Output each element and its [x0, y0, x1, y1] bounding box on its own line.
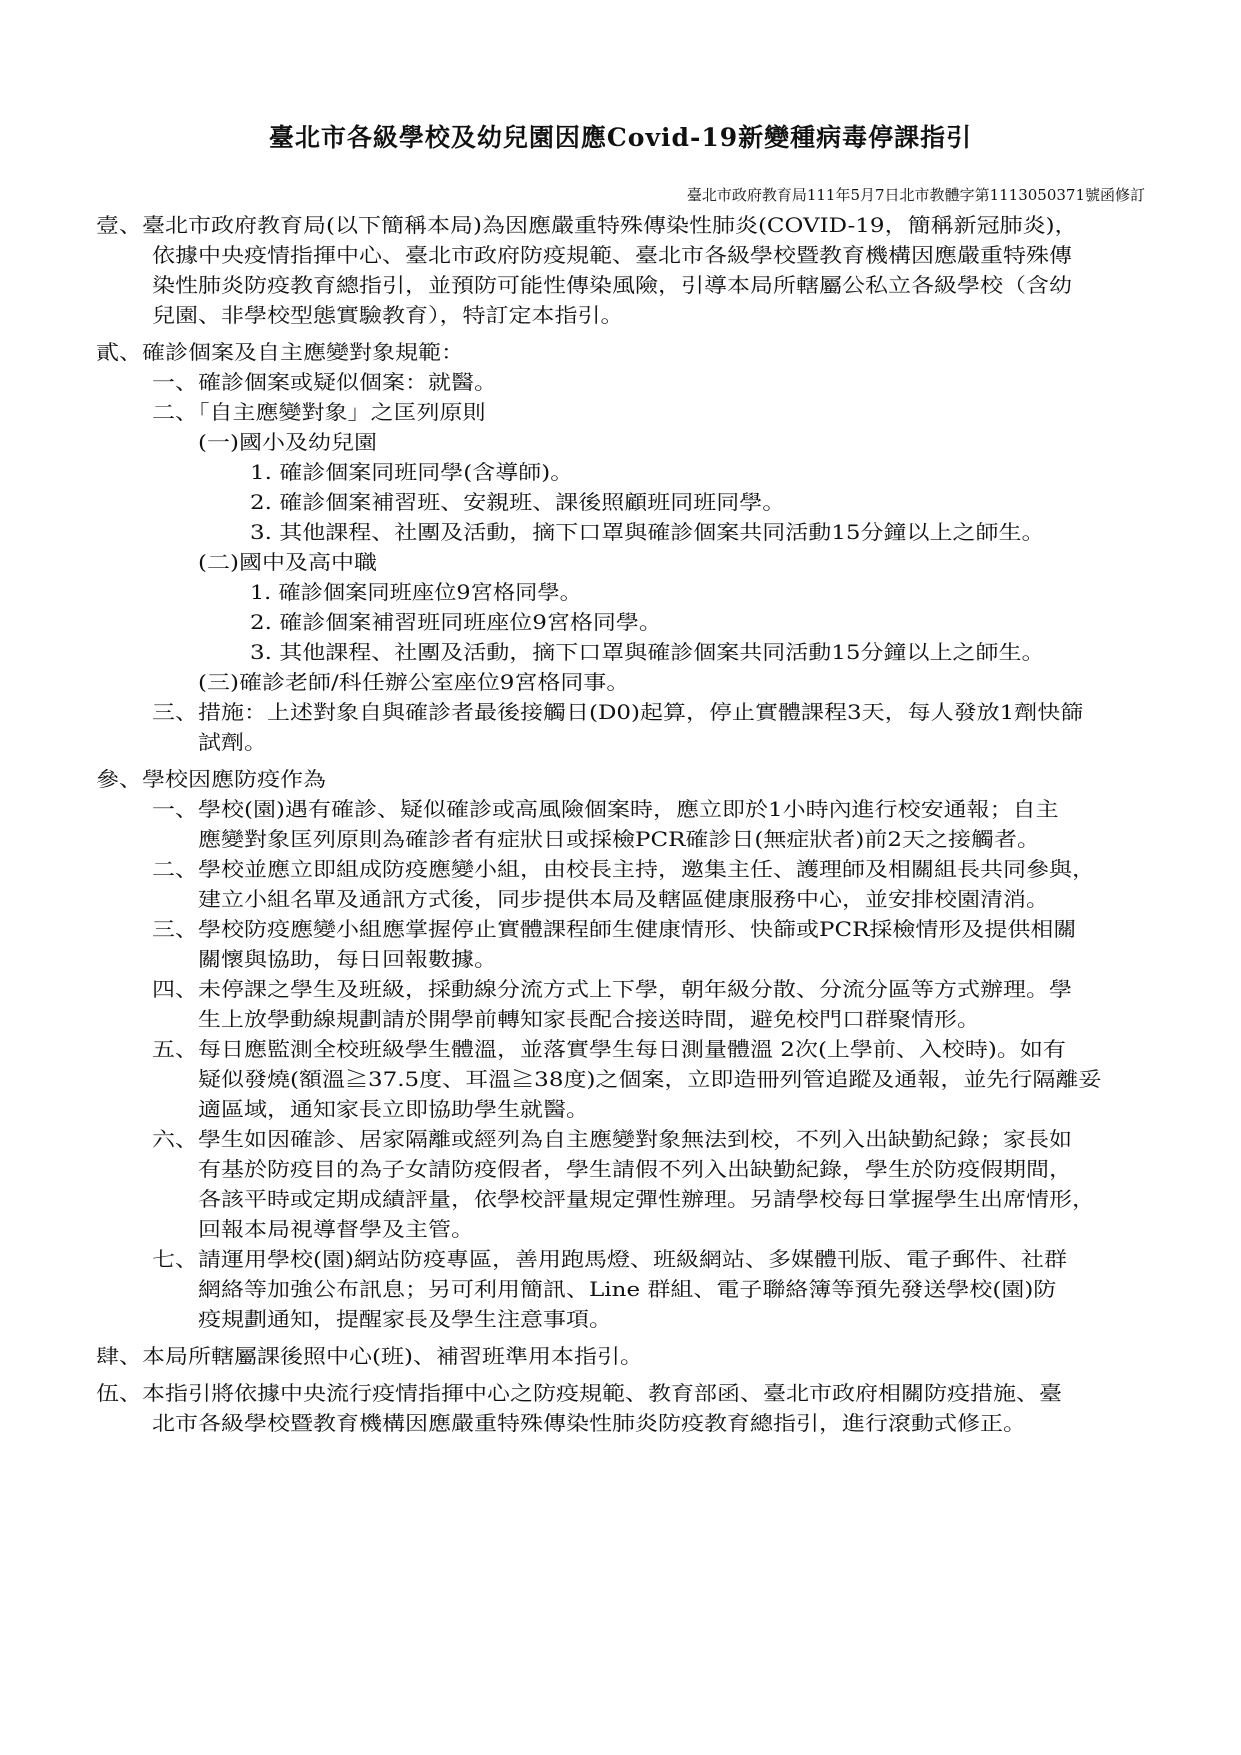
text-line — [198, 667, 630, 697]
text-line-content: 3. 其他課程、社團及活動，摘下口罩與確診個案共同活動15分鐘以上之師生。 — [250, 520, 1045, 544]
text-line-content: 四、未停課之學生及班級，採動線分流方式上下學，朝年級分散、分流分區等方式辦理。學 — [152, 977, 1072, 1001]
text-line-content: 三、措施：上述對象自與確診者最後接觸日(D0)起算，停止實體課程3天，每人發放1劑快篩 — [152, 700, 1084, 724]
text-line-content: (二)國中及高中職 — [198, 550, 377, 574]
text-line-content: 網絡等加強公布訊息；另可利用簡訊、Line 群組、電子聯絡簿等預先發送學校(園)防 — [198, 1277, 1057, 1301]
text-line-content: 壹、臺北市政府教育局(以下簡稱本局)為因應嚴重特殊傳染性肺炎(COVID-19，簡稱新冠肺炎)， — [96, 213, 1078, 237]
text-line-content: 3. 其他課程、社團及活動，摘下口罩與確診個案共同活動15分鐘以上之師生。 — [250, 640, 1045, 664]
text-line-content: 建立小組名單及通訊方式後，同步提供本局及轄區健康服務中心，並安排校園清消。 — [198, 887, 1049, 911]
text-line — [152, 854, 1095, 884]
text-line — [250, 637, 1045, 667]
text-line-content: 疫規劃通知，提醒家長及學生注意事項。 — [198, 1307, 612, 1331]
text-line-content: 七、請運用學校(園)網站防疫專區，善用跑馬燈、班級網站、多媒體刊版、電子郵件、社群 — [152, 1247, 1067, 1271]
text-line-content: (一)國小及幼兒園 — [198, 430, 377, 454]
text-line — [152, 300, 624, 330]
text-line — [152, 367, 497, 397]
document-reference: 臺北市政府教育局111年5月7日北市教體字第1113050371號函修訂 — [686, 186, 1145, 204]
text-line-content: 二、學校並應立即組成防疫應變小組，由校長主持，邀集主任、護理師及相關組長共同參與， — [152, 857, 1095, 881]
text-line-content: 參、學校因應防疫作為 — [96, 767, 326, 791]
text-line-content: 各該平時或定期成績評量，依學校評量規定彈性辦理。另請學校每日掌握學生出席情形， — [198, 1187, 1095, 1211]
text-line — [250, 517, 1045, 547]
text-line — [198, 824, 1040, 854]
text-line-content: 試劑。 — [198, 730, 267, 754]
text-line — [152, 397, 486, 427]
document-title: 臺北市各級學校及幼兒園因應Covid-19新變種病毒停課指引 — [268, 123, 973, 152]
text-line-content: 2. 確診個案補習班同班座位9宮格同學。 — [250, 610, 662, 634]
text-line — [152, 914, 1077, 944]
text-line — [152, 697, 1084, 727]
text-line-content: 一、學校(園)遇有確診、疑似確診或高風險個案時，應立即於1小時內進行校安通報；自主 — [152, 797, 1059, 821]
text-line — [198, 1094, 589, 1124]
text-line-content: 北市各級學校暨教育機構因應嚴重特殊傳染性肺炎防疫教育總指引，進行滾動式修正。 — [152, 1411, 1026, 1435]
text-line-content: 有基於防疫目的為子女請防疫假者，學生請假不列入出缺勤紀錄，學生於防疫假期間， — [198, 1157, 1072, 1181]
text-line — [152, 1244, 1067, 1274]
text-line-content: 生上放學動線規劃請於開學前轉知家長配合接送時間，避免校門口群聚情形。 — [198, 1007, 980, 1031]
text-line — [250, 577, 582, 607]
text-line-content: 肆、本局所轄屬課後照中心(班)、補習班準用本指引。 — [96, 1344, 643, 1368]
text-line — [152, 974, 1072, 1004]
text-line-content: 染性肺炎防疫教育總指引，並預防可能性傳染風險，引導本局所轄屬公私立各級學校（含幼 — [152, 273, 1072, 297]
text-line — [198, 1304, 612, 1334]
text-line-content: 三、學校防疫應變小組應掌握停止實體課程師生健康情形、快篩或PCR採檢情形及提供相關 — [152, 917, 1077, 941]
text-line — [198, 1274, 1057, 1304]
text-line-content: 適區域，通知家長立即協助學生就醫。 — [198, 1097, 589, 1121]
text-line-content: 依據中央疫情指揮中心、臺北市政府防疫規範、臺北市各級學校暨教育機構因應嚴重特殊傳 — [152, 243, 1072, 267]
text-line — [198, 1004, 980, 1034]
text-line-content: 應變對象匡列原則為確診者有症狀日或採檢PCR確診日(無症狀者)前2天之接觸者。 — [198, 827, 1040, 851]
text-line — [152, 1124, 1072, 1154]
text-line — [96, 210, 1078, 240]
text-line-content: 二、「自主應變對象」之匡列原則 — [152, 400, 486, 424]
text-line-content: (三)確診老師/科任辦公室座位9宮格同事。 — [198, 670, 630, 694]
text-line-content: 兒園、非學校型態實驗教育），特訂定本指引。 — [152, 303, 624, 327]
text-line — [198, 1184, 1095, 1214]
text-line — [152, 1408, 1026, 1438]
text-line-content: 一、確診個案或疑似個案：就醫。 — [152, 370, 497, 394]
text-line-content: 伍、本指引將依據中央流行疫情指揮中心之防疫規範、教育部函、臺北市政府相關防疫措施、臺 — [96, 1381, 1062, 1405]
text-line — [198, 727, 267, 757]
text-line — [152, 794, 1059, 824]
text-line-content: 1. 確診個案同班座位9宮格同學。 — [250, 580, 582, 604]
text-line-content: 六、學生如因確診、居家隔離或經列為自主應變對象無法到校，不列入出缺勤紀錄；家長如 — [152, 1127, 1072, 1151]
text-line — [198, 884, 1049, 914]
text-line — [198, 547, 377, 577]
text-line-content: 回報本局視導督學及主管。 — [198, 1217, 474, 1241]
text-line — [96, 337, 464, 367]
text-line-content: 2. 確診個案補習班、安親班、課後照顧班同班同學。 — [250, 490, 786, 514]
text-line-content: 1. 確診個案同班同學(含導師)。 — [250, 460, 574, 484]
text-line — [96, 1341, 643, 1371]
text-line — [152, 240, 1072, 270]
text-line-content: 疑似發燒(額溫≧37.5度、耳溫≧38度)之個案，立即造冊列管追蹤及通報，並先行隔離妥 — [198, 1067, 1102, 1091]
text-line — [198, 1064, 1102, 1094]
text-line — [96, 1378, 1062, 1408]
text-line — [198, 944, 497, 974]
text-line-content: 關懷與協助，每日回報數據。 — [198, 947, 497, 971]
text-line — [198, 1154, 1072, 1184]
text-line-content: 五、每日應監測全校班級學生體溫，並落實學生每日測量體溫 2次(上學前、入校時)。如有 — [152, 1037, 1066, 1061]
text-line — [250, 487, 786, 517]
text-line — [250, 457, 574, 487]
text-line — [250, 607, 662, 637]
text-line — [152, 1034, 1066, 1064]
text-line — [152, 270, 1072, 300]
text-line — [96, 764, 326, 794]
text-line — [198, 427, 377, 457]
text-line-content: 貳、確診個案及自主應變對象規範： — [96, 340, 464, 364]
text-line — [198, 1214, 474, 1244]
